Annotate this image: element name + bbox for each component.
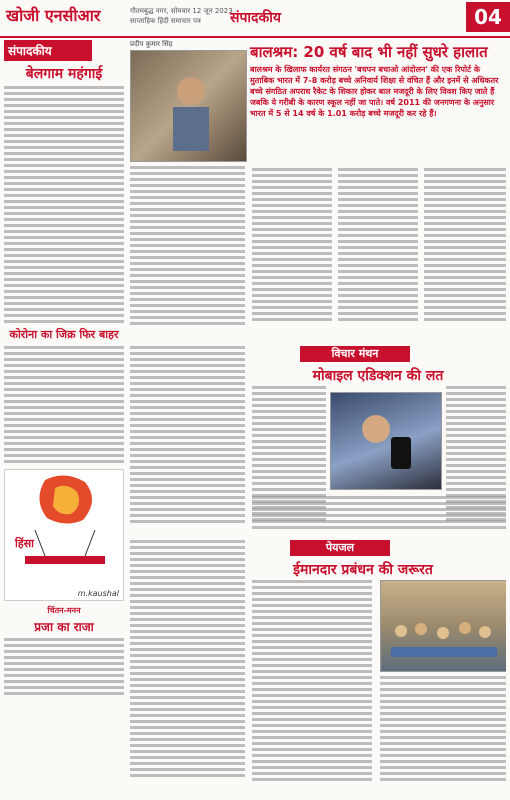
feature-byline: प्रदीप कुमार सिंह	[130, 40, 173, 48]
feature-body-col2	[252, 168, 332, 324]
person-shape	[479, 626, 491, 638]
bottom-left-body	[4, 638, 124, 695]
water-headline: ईमानदार प्रबंधन की जरूरत	[293, 562, 433, 578]
feature-headline: बालश्रम: 20 वर्ष बाद भी नहीं सुधरे हालात	[250, 43, 488, 61]
dateline-sub: साप्ताहिक हिंदी समाचार पत्र	[130, 17, 201, 25]
cartoon-illustration	[5, 470, 123, 598]
person-shape	[395, 625, 407, 637]
feature-body-col1	[130, 166, 245, 328]
vichar-manthan-band: विचार मंथन	[300, 346, 410, 362]
water-article	[130, 540, 506, 796]
sub-headline: कोरोना का जिक्र फिर बाहर	[9, 328, 119, 341]
person-shape	[415, 623, 427, 635]
cartoon-section-label: चिंतन-मनन	[47, 606, 81, 615]
editorial-body	[4, 86, 124, 323]
cartoon	[4, 469, 124, 601]
left-column	[4, 40, 124, 796]
mobile-body-col1	[130, 346, 245, 526]
child-figure	[131, 51, 246, 161]
peyjal-band: पेयजल	[290, 540, 390, 556]
masthead	[0, 0, 510, 38]
water-body-col2	[252, 580, 372, 784]
cartoon-line	[35, 530, 45, 556]
bottom-left-headline: प्रजा का राजा	[34, 620, 94, 634]
feature-lead: बालश्रम के खिलाफ कार्यरत संगठन 'बचपन बचाओ आंदोलन' की एक रिपोर्ट के मुताबिक भारत में 7-8 करोड़ बच्चे अनिवार्य शिक्षा से वंचित हैं और इनमें से अधिकतर बच्चे संगठित अपराध रैकेट के शिकार होकर बाल मजदूरी के लिए विवश किए जाते हैं जबकि ये गरीबी के कारण स्कूल नहीं जा पाते। वर्ष 2011 की जनगणना के अनुसार भारत में 5 से 14 वर्ष के 1.01 करोड़ बच्चे मजदूरी कर रहे हैं।	[250, 65, 499, 118]
mobile-headline: मोबाइल एडिक्शन की लत	[312, 368, 444, 384]
water-crowd-photo	[380, 580, 506, 672]
water-body-col1	[130, 540, 245, 780]
feature-body-col4	[424, 168, 506, 324]
child-face	[362, 415, 390, 443]
page-number: 04	[466, 2, 510, 32]
sub-body	[4, 346, 124, 463]
phone-figure	[331, 393, 441, 489]
newspaper-logo: खोजी एनसीआर	[6, 6, 101, 25]
feature-article	[130, 40, 506, 340]
cartoon-credit: m.kaushal	[77, 589, 119, 598]
cartoon-word: हिंसा	[15, 537, 34, 550]
mobile-article	[130, 346, 506, 536]
person-shape	[459, 622, 471, 634]
child-phone-photo	[330, 392, 442, 490]
phone-shape	[391, 437, 411, 469]
editorial-headline: बेलगाम महंगाई	[25, 66, 103, 82]
person-shape	[437, 627, 449, 639]
mobile-body-bottom	[252, 496, 506, 532]
crowd-figures	[381, 581, 506, 671]
shirt-shape	[173, 107, 209, 151]
child-labour-photo	[130, 50, 247, 162]
section-title: संपादकीय	[230, 10, 281, 26]
dateline-date: गौतमबुद्ध नगर, सोमवार 12 जून 2023	[130, 7, 233, 15]
feature-body-col3	[338, 168, 418, 324]
cartoon-bar	[25, 556, 105, 564]
water-pots	[391, 647, 497, 657]
water-body-col3	[380, 676, 506, 784]
editorial-label: संपादकीय	[4, 40, 92, 61]
face-shape	[177, 77, 205, 105]
cartoon-line	[85, 530, 95, 556]
